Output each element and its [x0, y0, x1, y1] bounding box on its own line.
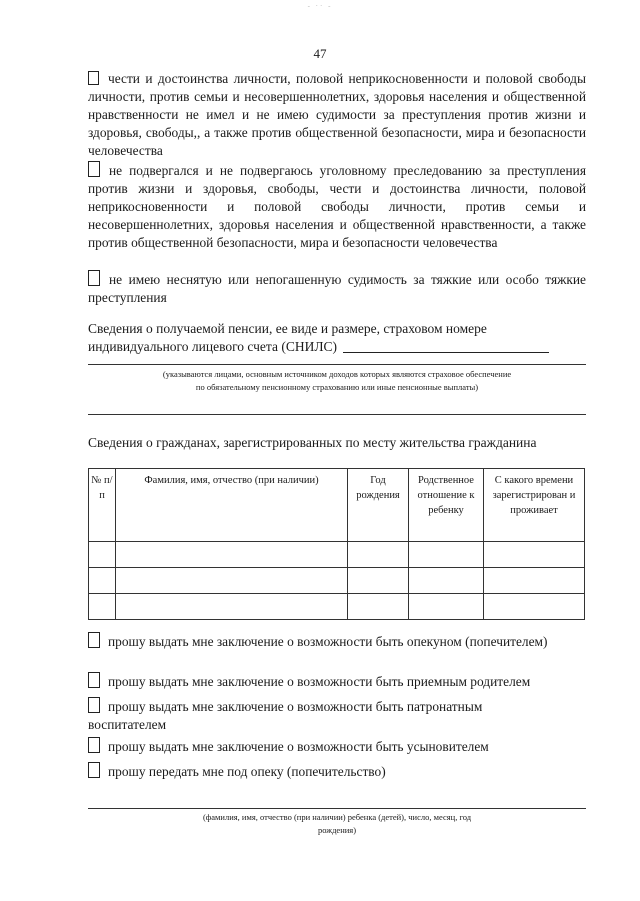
- checkbox-icon[interactable]: [88, 270, 100, 286]
- checkbox-icon[interactable]: [88, 161, 100, 177]
- checkbox-icon[interactable]: [88, 697, 100, 713]
- table-cell[interactable]: [409, 568, 484, 594]
- table-cell[interactable]: [348, 568, 409, 594]
- conviction-option-3: [88, 270, 586, 307]
- table-row: [89, 568, 585, 594]
- table-cell[interactable]: [484, 542, 585, 568]
- table-cell[interactable]: [89, 594, 116, 620]
- table-cell[interactable]: [484, 594, 585, 620]
- checkbox-icon[interactable]: [88, 737, 100, 753]
- child-input-line[interactable]: [88, 808, 586, 809]
- checkbox-icon[interactable]: [88, 762, 100, 778]
- conviction-option-2: [88, 161, 586, 252]
- request-option-guardian: [88, 632, 586, 651]
- checkbox-icon[interactable]: [88, 71, 99, 85]
- pension-line-1: Сведения о получаемой пенсии, ее виде и размере, страховом номере: [88, 321, 487, 336]
- request-option-text: прошу выдать мне заключение о возможности быть усыновителем: [108, 739, 489, 754]
- table-cell[interactable]: [409, 594, 484, 620]
- table-cell[interactable]: [116, 542, 348, 568]
- table-cell[interactable]: [89, 568, 116, 594]
- column-header: Родственное отношение к ребенку: [409, 469, 484, 542]
- table-cell[interactable]: [116, 568, 348, 594]
- registered-table: [88, 468, 585, 620]
- column-header: С какого времени зарегистрирован и проживает: [484, 469, 585, 542]
- request-option-foster-parent: [88, 672, 586, 691]
- pension-line-2-text: индивидуального лицевого счета (СНИЛС): [88, 339, 338, 354]
- child-note: (фамилия, имя, отчество (при наличии) ребенка (детей), число, месяц, год рождения): [202, 812, 472, 835]
- table-cell[interactable]: [89, 542, 116, 568]
- snils-field[interactable]: [343, 340, 549, 353]
- request-option-text: прошу передать мне под опеку (попечительство): [108, 764, 386, 779]
- table-cell[interactable]: [116, 594, 348, 620]
- page-number: 47: [313, 46, 327, 61]
- conviction-option-2-text: не подвергался и не подвергаюсь уголовному преследованию за преступления против жизни и здоровья, свободы, чести и достоинства личности, половой неприкосновенности и половой свободы личности, против семьи и несовершеннолетних, здоровья населения и общественной нравственности, а также против общественной безопасности, мира и безопасности человечества: [88, 163, 586, 250]
- checkbox-icon[interactable]: [88, 632, 100, 648]
- table-row: [89, 542, 585, 568]
- registered-heading: Сведения о гражданах, зарегистрированных по месту жительства гражданина: [88, 435, 537, 450]
- request-option-text: прошу выдать мне заключение о возможности быть приемным родителем: [108, 674, 531, 689]
- column-header: Фамилия, имя, отчество (при наличии): [116, 469, 348, 542]
- conviction-option-3-text: не имею неснятую или непогашенную судимость за тяжкие или особо тяжкие преступления: [88, 272, 586, 305]
- pension-input-line-2[interactable]: [88, 414, 586, 415]
- request-option-patronage: [88, 697, 548, 734]
- request-option-custody: [88, 762, 586, 781]
- pension-input-line[interactable]: [88, 364, 586, 365]
- conviction-option-1: [88, 70, 586, 160]
- pension-line-2: [88, 338, 588, 356]
- table-row: [89, 594, 585, 620]
- request-option-adoption: [88, 737, 586, 756]
- pension-note: (указываются лицами, основным источником доходов которых являются страховое обеспечение по обязательному пенсионному страхованию или иные пенсионные выплаты): [162, 369, 512, 392]
- request-option-text: прошу выдать мне заключение о возможности быть патронатным воспитателем: [88, 699, 483, 732]
- page-header-mark: - ·· -: [307, 2, 333, 10]
- table-cell[interactable]: [348, 542, 409, 568]
- table-header-row: [89, 469, 585, 542]
- table-cell[interactable]: [484, 568, 585, 594]
- conviction-option-1-text: чести и достоинства личности, половой неприкосновенности и половой свободы личности, против семьи и несовершеннолетних, здоровья населения и общественной нравственности не имел и не имею судимости за преступления против жизни и здоровья, свободы,, а также против общественной безопасности, мира и безопасности человечества: [88, 71, 586, 158]
- column-header: № п/п: [89, 469, 116, 542]
- column-header: Год рождения: [348, 469, 409, 542]
- request-option-text: прошу выдать мне заключение о возможности быть опекуном (попечителем): [108, 634, 548, 649]
- table-cell[interactable]: [348, 594, 409, 620]
- checkbox-icon[interactable]: [88, 672, 100, 688]
- table-cell[interactable]: [409, 542, 484, 568]
